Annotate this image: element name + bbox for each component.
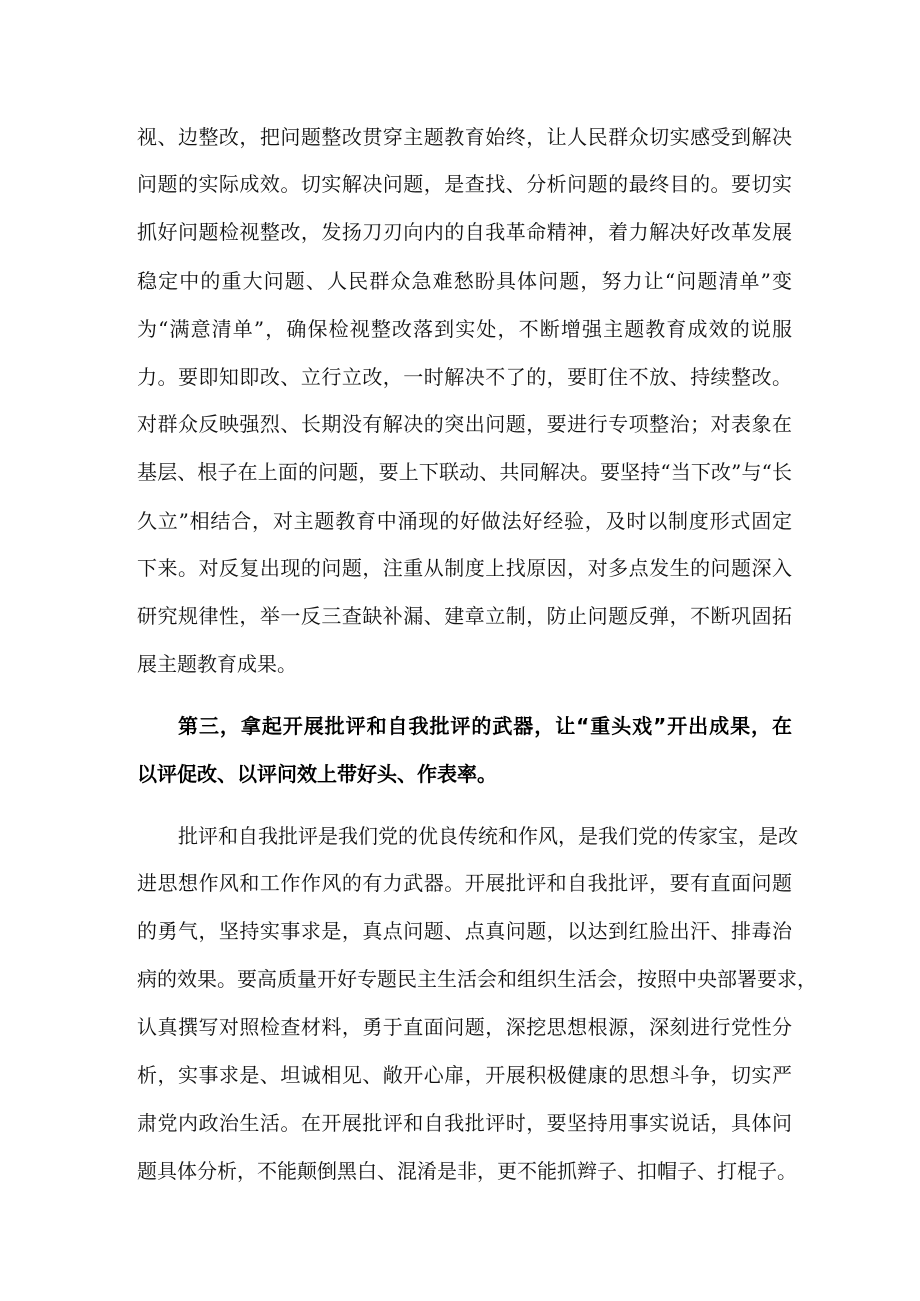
paragraph-1-line-2: 问题的实际成效。切实解决问题，是查找、分析问题的最终目的。要切实 — [137, 172, 792, 196]
paragraph-2-line-3: 的勇气，坚持实事求是，真点问题、点真问题，以达到红脸出汗、排毒治 — [137, 919, 792, 943]
paragraph-1-line-11: 研究规律性，举一反三查缺补漏、建章立制，防止问题反弹，不断巩固拓 — [137, 604, 792, 628]
paragraph-2-line-6: 析，实事求是、坦诚相见、敞开心扉，开展积极健康的思想斗争，切实严 — [137, 1063, 792, 1087]
paragraph-1-line-12: 展主题教育成果。 — [137, 652, 297, 676]
paragraph-1-line-8: 基层、根子在上面的问题，要上下联动、共同解决。要坚持“当下改”与“长 — [137, 460, 792, 484]
paragraph-2-line-4: 病的效果。要高质量开好专题民主生活会和组织生活会，按照中央部署要求， — [137, 967, 817, 991]
paragraph-1-line-9: 久立”相结合，对主题教育中涌现的好做法好经验，及时以制度形式固定 — [137, 509, 792, 533]
paragraph-2-line-2: 进思想作风和工作作风的有力武器。开展批评和自我批评，要有直面问题 — [137, 871, 792, 895]
section-heading-line-1: 第三，拿起开展批评和自我批评的武器，让“重头戏”开出成果，在 — [178, 714, 792, 738]
paragraph-1-line-5: 为“满意清单”，确保检视整改落到实处，不断增强主题教育成效的说服 — [137, 317, 792, 341]
section-heading-line-2: 以评促改、以评问效上带好头、作表率。 — [137, 762, 497, 786]
paragraph-1-line-3: 抓好问题检视整改，发扬刀刃向内的自我革命精神，着力解决好改革发展 — [137, 220, 792, 244]
paragraph-2-line-1: 批评和自我批评是我们党的优良传统和作风，是我们党的传家宝，是改 — [178, 824, 798, 848]
paragraph-2-line-8: 题具体分析，不能颠倒黑白、混淆是非，更不能抓辫子、扣帽子、打棍子。 — [137, 1159, 797, 1183]
paragraph-2-line-5: 认真撰写对照检查材料，勇于直面问题，深挖思想根源，深刻进行党性分 — [137, 1015, 792, 1039]
paragraph-2-line-7: 肃党内政治生活。在开展批评和自我批评时，要坚持用事实说话，具体问 — [137, 1111, 792, 1135]
paragraph-1-line-4: 稳定中的重大问题、人民群众急难愁盼具体问题，努力让“问题清单”变 — [137, 269, 792, 293]
paragraph-1-line-1: 视、边整改，把问题整改贯穿主题教育始终，让人民群众切实感受到解决 — [137, 125, 792, 149]
paragraph-1-line-7: 对群众反映强烈、长期没有解决的突出问题，要进行专项整治；对表象在 — [137, 412, 792, 436]
paragraph-1-line-10: 下来。对反复出现的问题，注重从制度上找原因，对多点发生的问题深入 — [137, 556, 792, 580]
paragraph-1-line-6: 力。要即知即改、立行立改，一时解决不了的，要盯住不放、持续整改。 — [137, 365, 792, 389]
